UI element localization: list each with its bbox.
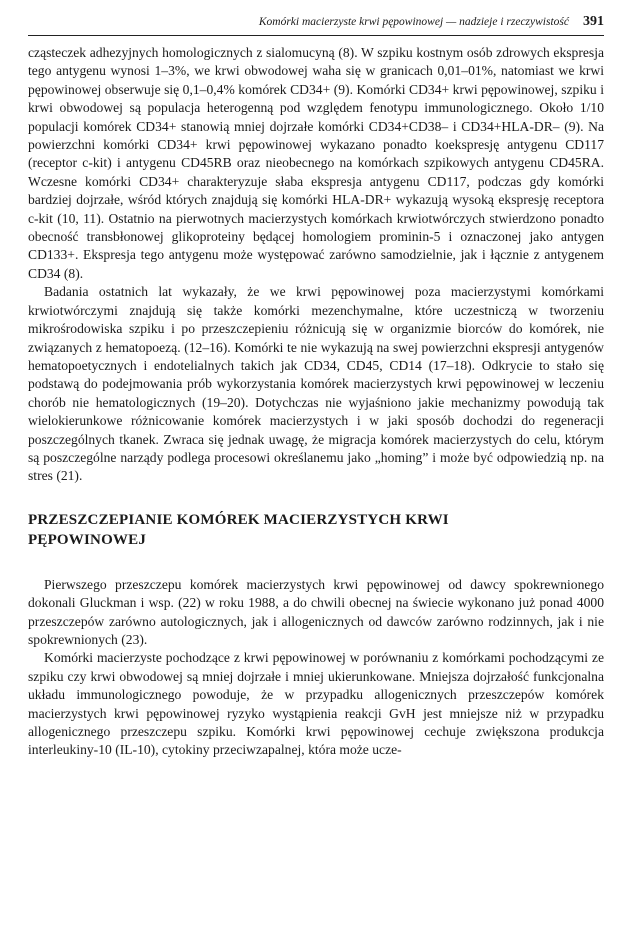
body-text-bottom xyxy=(28,576,604,760)
running-title: Komórki macierzyste krwi pępowinowej — nadzieje i rzeczywistość xyxy=(258,16,569,28)
body-text-top xyxy=(28,44,604,486)
page xyxy=(28,14,604,760)
section-heading: PRZESZCZEPIANIE KOMÓREK MACIERZYSTYCH KRWI PĘPOWINOWEJ xyxy=(28,511,449,548)
page-number: 391 xyxy=(583,14,604,29)
running-header xyxy=(28,14,604,36)
paragraph: cząsteczek adhezyjnych homologicznych z sialomucyną (8). W szpiku kostnym osób zdrowych ekspresja tego antygenu wynosi 1–3%, we krwi obwodowej waha się w granicach 0,01–01%, natomiast we krwi pępowinowej obserwuje się 0,1–0,4% komórek CD34+ (9). Komórki CD34+ krwi pępowinowej, szpiku i krwi obwodowej są populacja heterogenną pod względem fenotypu immunologicznego. Około 1/10 populacji komórek CD34+ stanowią mniej dojrzałe komórki CD34+CD38– i CD34+HLA-DR– (9). Na powierzchni komórki CD34+ krwi pępowinowej wykazano ponadto koekspresję antygenu CD117 (receptor c-kit) i antygenu CD45RB oraz nieobecnego na komórkach szpikowych antygenu CD45RA. Wczesne komórki CD34+ charakteryzuje słaba ekspresja antygenu CD117, podczas gdy komórki bardziej dojrzałe, wśród których znajdują się komórki HLA-DR+ wykazują wysoką ekspresję receptora c-kit (10, 11). Ostatnio na pierwotnych macierzystych komórkach krwiotwórczych stwierdzono ponadto obecność transbłonowej glikoproteiny będącej homologiem prominin-5 i oznaczonej jako antygen CD133+. Ekspresja tego antygenu może występować zarówno samodzielnie, jak i łącznie z antygenem CD34 (8). xyxy=(28,45,604,281)
paragraph: Pierwszego przeszczepu komórek macierzystych krwi pępowinowej od dawcy spokrewnionego dokonali Gluckman i wsp. (22) w roku 1988, a do chwili obecnej na świecie wykonano już ponad 4000 przeszczepów zarówno autologicznych, jak i allogenicznych od dawców zarówno rodzinnych, jak i nie spokrewnionych (23). xyxy=(28,576,604,647)
paragraph: Badania ostatnich lat wykazały, że we krwi pępowinowej poza macierzystymi komórkami krwiotwórczymi znajdują się także komórki mezenchymalne, które uczestniczą w tworzeniu mikrośrodowiska szpiku i po przeszczepieniu różnicują się w organizmie biorców do komórek, nie związanych z hematopoezą. (12–16). Komórki te nie wykazują na swej powierzchni ekspresji antygenów hematopoetycznych i endotelialnych takich jak CD34, CD45, CD14 (17–18). Odkrycie to stało się podstawą do podejmowania prób wykorzystania komórek macierzystych krwi pępowinowej w leczeniu chorób nie hematologicznych (19–20). Dotychczas nie wyjaśniono jakie mechanizmy powodują tak wielokierunkowe różnicowanie komórek macierzystych i w jaki sposób dochodzi do regeneracji poszczególnych tkanek. Zwraca się jednak uwagę, że migracja komórek macierzystych do celu, którym są poszczególne narządy podlega procesowi określanemu jako „homing” i może być odpowiedzią np. na stres (21). xyxy=(28,284,604,484)
paragraph: Komórki macierzyste pochodzące z krwi pępowinowej w porównaniu z komórkami pochodzącymi ze szpiku czy krwi obwodowej są mniej dojrzałe i mniej ukierunkowane. Mniejsza dojrzałość funkcjonalna układu immunologicznego powoduje, że w przypadku allogenicznych przeszczepów komórek macierzystych krwi pępowinowej ryzyko wystąpienia reakcji GvH jest mniejsze niż w przypadku allogenicznego przeszczepu szpiku. Komórki krwi pępowinowej cechuje zwiększona produkcja interleukiny-10 (IL-10), cytokiny przeciwzapalnej, która może ucze- xyxy=(28,650,604,758)
